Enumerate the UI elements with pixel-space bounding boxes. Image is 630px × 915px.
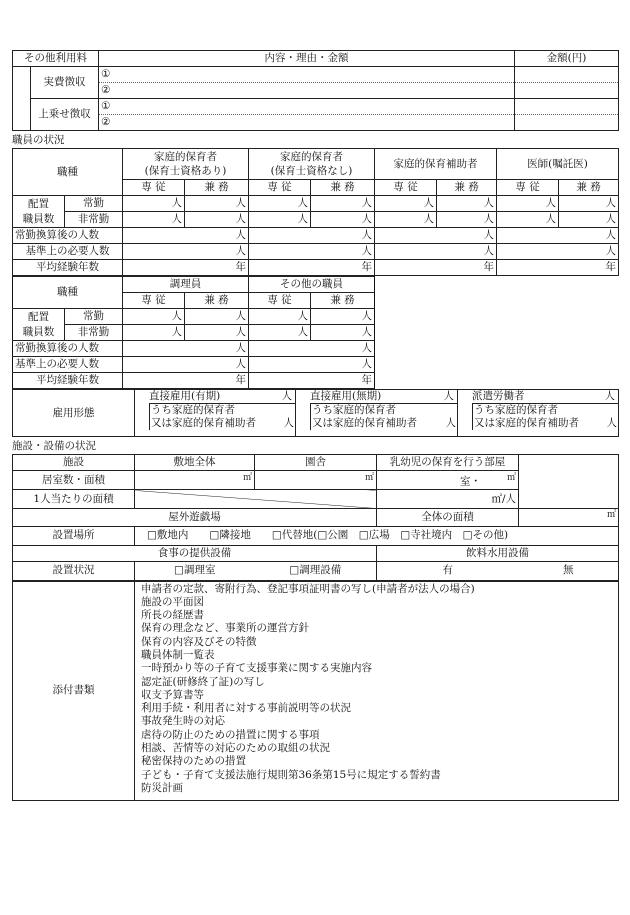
- actual-fee-row-2[interactable]: ②: [99, 83, 515, 99]
- required-cell[interactable]: 人: [249, 244, 375, 260]
- count-cell[interactable]: 人: [185, 212, 249, 228]
- count-cell[interactable]: 人: [437, 212, 497, 228]
- required-label: 基準上の必要人数: [13, 244, 123, 260]
- rooms-area-label: 居室数・面積: [13, 471, 135, 490]
- count-cell[interactable]: 人: [249, 196, 311, 212]
- water-no[interactable]: 無: [519, 561, 619, 580]
- facility-header: 施設: [13, 455, 135, 471]
- install-status-label: 設置状況: [13, 561, 135, 580]
- amount-header: 金額(円): [515, 51, 619, 67]
- employment-label: 雇用形態: [13, 390, 135, 437]
- col-assistant: 家庭的保育補助者: [375, 149, 497, 180]
- count-cell[interactable]: 人: [375, 212, 437, 228]
- other-fees-label: その他利用料: [13, 51, 99, 67]
- count-cell[interactable]: 人: [249, 309, 311, 325]
- total-area-label: 全体の面積: [377, 509, 519, 527]
- attachment-item: 申請者の定款、寄附行為、登記事項証明書の写し(申請者が法人の場合): [141, 582, 475, 595]
- count-cell[interactable]: 人: [185, 325, 249, 341]
- concurrent-header: 兼 務: [185, 293, 249, 309]
- full-time-header: 専 従: [249, 293, 311, 309]
- kitchen-checkbox[interactable]: □調理室: [135, 561, 255, 580]
- nonregular-label: 非常勤: [65, 325, 123, 341]
- attachments-table: [12, 581, 619, 801]
- building-header: 園舎: [255, 455, 377, 471]
- meal-facility-header: 食事の提供設備: [13, 545, 377, 561]
- count-cell[interactable]: 人: [559, 196, 619, 212]
- fte-label: 常勤換算後の人数: [13, 341, 123, 357]
- attachment-item: 保育の理念など、事業所の運営方針: [141, 622, 309, 635]
- attachments-list: [135, 581, 619, 800]
- fte-cell[interactable]: 人: [123, 341, 249, 357]
- regular-label: 常勤: [65, 196, 123, 212]
- count-cell[interactable]: 人: [311, 325, 375, 341]
- placement-label: 配置 職員数: [13, 309, 65, 341]
- required-cell[interactable]: 人: [375, 244, 497, 260]
- years-cell[interactable]: 年: [123, 260, 249, 276]
- count-cell[interactable]: 人: [185, 309, 249, 325]
- fte-cell[interactable]: 人: [249, 228, 375, 244]
- attachment-item: 保育の内容及びその特徴: [141, 635, 257, 648]
- count-cell[interactable]: 人: [123, 196, 185, 212]
- actual-fee-row-1[interactable]: ①: [99, 67, 515, 83]
- count-cell[interactable]: 人: [437, 196, 497, 212]
- required-label: 基準上の必要人数: [13, 357, 123, 373]
- attachment-item: 所長の経歴書: [141, 609, 204, 622]
- count-cell[interactable]: 人: [185, 196, 249, 212]
- col-qualified: 家庭的保育者 (保育士資格あり): [123, 149, 249, 180]
- attachment-item: 施設の平面図: [141, 595, 204, 608]
- attachment-item: 虐待の防止のための措置に関する事項: [141, 728, 320, 741]
- fte-cell[interactable]: 人: [123, 228, 249, 244]
- count-cell[interactable]: 人: [249, 212, 311, 228]
- full-time-header: 専 従: [249, 180, 311, 196]
- concurrent-header: 兼 務: [185, 180, 249, 196]
- col-doctor: 医師(嘱託医): [497, 149, 619, 180]
- count-cell[interactable]: 人: [497, 196, 559, 212]
- count-cell[interactable]: 人: [311, 196, 375, 212]
- extra-fee-row-2[interactable]: ②: [99, 115, 515, 131]
- avg-years-label: 平均経験年数: [13, 373, 123, 389]
- employment-table: [12, 389, 619, 437]
- count-cell[interactable]: 人: [311, 212, 375, 228]
- attachment-item: 防災計画: [141, 781, 183, 794]
- actual-fee-amount-2[interactable]: [515, 83, 619, 99]
- attachment-item: 職員体制一覧表: [141, 648, 215, 661]
- water-facility-header: 飲料水用設備: [377, 545, 619, 561]
- job-type-header: 職種: [13, 277, 123, 309]
- building-area-cell[interactable]: ㎡: [255, 471, 377, 490]
- job-type-header: 職種: [13, 149, 123, 196]
- facility-table: [12, 454, 619, 581]
- attachments-label: 添付書類: [13, 581, 135, 800]
- concurrent-header: 兼 務: [437, 180, 497, 196]
- extra-fee-row-1[interactable]: ①: [99, 99, 515, 115]
- attachment-item: 秘密保持のための措置: [141, 755, 246, 768]
- actual-fee-amount-1[interactable]: [515, 67, 619, 83]
- years-cell[interactable]: 年: [375, 260, 497, 276]
- full-time-header: 専 従: [497, 180, 559, 196]
- attachment-item: 子ども・子育て支援法施行規則第36条第15号に規定する誓約書: [141, 768, 441, 781]
- attachment-item: 認定証(研修終了証)の写し: [141, 675, 265, 688]
- fte-cell[interactable]: 人: [497, 228, 619, 244]
- water-yes[interactable]: 有: [377, 561, 519, 580]
- concurrent-header: 兼 務: [311, 293, 375, 309]
- fte-label: 常勤換算後の人数: [13, 228, 123, 244]
- avg-years-label: 平均経験年数: [13, 260, 123, 276]
- room-area-cell[interactable]: 室・ ㎡: [377, 471, 519, 490]
- extra-fee-amount-1[interactable]: [515, 99, 619, 115]
- count-cell[interactable]: 人: [249, 325, 311, 341]
- location-label: 設置場所: [13, 526, 135, 545]
- full-time-header: 専 従: [123, 293, 185, 309]
- staff-section-title: 職員の状況: [12, 134, 65, 146]
- count-cell[interactable]: 人: [123, 325, 185, 341]
- location-options[interactable]: □敷地内 □隣接地 □代替地(□公園 □広場 □寺社境内 □その他): [135, 526, 619, 545]
- col-unqualified: 家庭的保育者 (保育士資格なし): [249, 149, 375, 180]
- per-person-cell[interactable]: ㎡/人: [377, 490, 519, 509]
- required-cell[interactable]: 人: [497, 244, 619, 260]
- attachment-item: 収支予算書等: [141, 688, 204, 701]
- site-area-cell[interactable]: ㎡: [135, 471, 255, 490]
- extra-fee-amount-2[interactable]: [515, 115, 619, 131]
- years-cell[interactable]: 年: [123, 373, 249, 389]
- actual-fee-label: 実費徴収: [31, 67, 99, 99]
- concurrent-header: 兼 務: [311, 180, 375, 196]
- playground-header: 屋外遊戯場: [13, 509, 377, 527]
- col-other-staff: その他の職員: [249, 277, 375, 293]
- fte-cell[interactable]: 人: [249, 341, 375, 357]
- per-person-na: [135, 490, 377, 509]
- per-person-label: 1人当たりの面積: [13, 490, 135, 509]
- attachment-item: 相談、苦情等の対応のための取組の状況: [141, 742, 330, 755]
- years-cell[interactable]: 年: [497, 260, 619, 276]
- attachment-item: 利用手続・利用者に対する事前説明等の状況: [141, 702, 351, 715]
- count-cell[interactable]: 人: [311, 309, 375, 325]
- facility-section-title: 施設・設備の状況: [12, 440, 96, 452]
- content-header: 内容・理由・金額: [99, 51, 515, 67]
- staff-table: [12, 148, 619, 276]
- full-time-header: 専 従: [123, 180, 185, 196]
- total-area-cell[interactable]: ㎡: [519, 509, 619, 527]
- nonregular-label: 非常勤: [65, 212, 123, 228]
- dispatch-cell[interactable]: 派遣労働者 人 うち家庭的保育者 又は家庭的保育補助者 人: [458, 390, 619, 437]
- required-cell[interactable]: 人: [123, 357, 249, 373]
- count-cell[interactable]: 人: [497, 212, 559, 228]
- staff-table-2: [12, 276, 619, 389]
- count-cell[interactable]: 人: [123, 212, 185, 228]
- full-time-header: 専 従: [375, 180, 437, 196]
- site-total-header: 敷地全体: [135, 455, 255, 471]
- required-cell[interactable]: 人: [249, 357, 375, 373]
- attachment-item: 事故発生時の対応: [141, 715, 225, 728]
- placement-label: 配置 職員数: [13, 196, 65, 228]
- application-form: [12, 50, 618, 801]
- direct-open-cell[interactable]: 直接雇用(無期) 人 うち家庭的保育者 又は家庭的保育補助者 人: [296, 390, 458, 437]
- kitchen-equipment-checkbox[interactable]: □調理設備: [255, 561, 377, 580]
- col-cook: 調理員: [123, 277, 249, 293]
- extra-fee-label: 上乗せ徴収: [31, 99, 99, 131]
- count-cell[interactable]: 人: [375, 196, 437, 212]
- years-cell[interactable]: 年: [249, 373, 375, 389]
- years-cell[interactable]: 年: [249, 260, 375, 276]
- count-cell[interactable]: 人: [123, 309, 185, 325]
- direct-fixed-cell[interactable]: 直接雇用(有期) 人 うち家庭的保育者 又は家庭的保育補助者 人: [135, 390, 296, 437]
- fte-cell[interactable]: 人: [375, 228, 497, 244]
- other-fees-table: [12, 50, 619, 131]
- attachment-item: 一時預かり等の子育て支援事業に関する実施内容: [141, 662, 372, 675]
- concurrent-header: 兼 務: [559, 180, 619, 196]
- regular-label: 常勤: [65, 309, 123, 325]
- required-cell[interactable]: 人: [123, 244, 249, 260]
- count-cell[interactable]: 人: [559, 212, 619, 228]
- childcare-room-header: 乳幼児の保育を行う部屋: [377, 455, 519, 471]
